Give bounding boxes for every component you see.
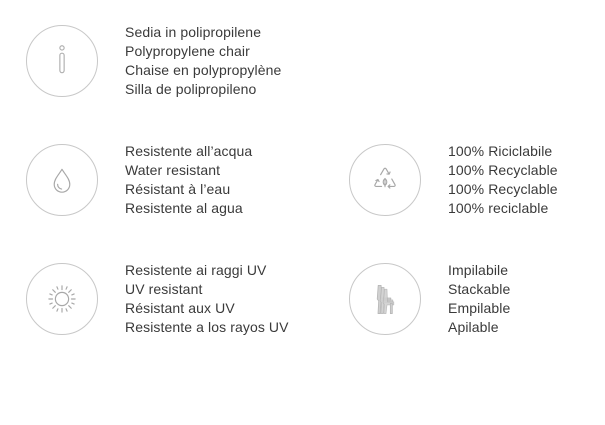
recycle-icon [349, 144, 421, 216]
uv-line-fr: Résistant aux UV [125, 300, 235, 316]
material-line-fr: Chaise en polypropylène [125, 62, 282, 78]
stackable-text [448, 261, 510, 337]
feature-water-resistant [26, 142, 252, 218]
water-line-it: Resistente all’acqua [125, 143, 253, 159]
sun-icon [26, 263, 98, 335]
uv-line-it: Resistente ai raggi UV [125, 262, 267, 278]
material-line-it: Sedia in polipropilene [125, 24, 262, 40]
water-line-es: Resistente al agua [125, 200, 243, 216]
stacked-chairs-icon [349, 263, 421, 335]
stackable-line-fr: Empilable [448, 300, 511, 316]
uv-line-es: Resistente a los rayos UV [125, 319, 289, 335]
recyclable-line-it: 100% Riciclabile [448, 143, 553, 159]
water-drop-icon [26, 144, 98, 216]
feature-uv-resistant [26, 261, 289, 337]
recyclable-text [448, 142, 558, 218]
water-text [125, 142, 252, 218]
uv-text [125, 261, 289, 337]
feature-recyclable [349, 142, 558, 218]
feature-stackable [349, 261, 510, 337]
stackable-line-es: Apilable [448, 319, 499, 335]
recyclable-line-en: 100% Recyclable [448, 162, 558, 178]
material-line-es: Silla de polipropileno [125, 81, 257, 97]
water-line-en: Water resistant [125, 162, 221, 178]
recyclable-line-fr: 100% Recyclable [448, 181, 558, 197]
recyclable-line-es: 100% reciclable [448, 200, 549, 216]
material-text [125, 23, 281, 99]
material-line-en: Polypropylene chair [125, 43, 250, 59]
stackable-line-it: Impilabile [448, 262, 509, 278]
info-icon [26, 25, 98, 97]
feature-material [26, 23, 281, 99]
water-line-fr: Résistant à l’eau [125, 181, 231, 197]
uv-line-en: UV resistant [125, 281, 203, 297]
stackable-line-en: Stackable [448, 281, 511, 297]
